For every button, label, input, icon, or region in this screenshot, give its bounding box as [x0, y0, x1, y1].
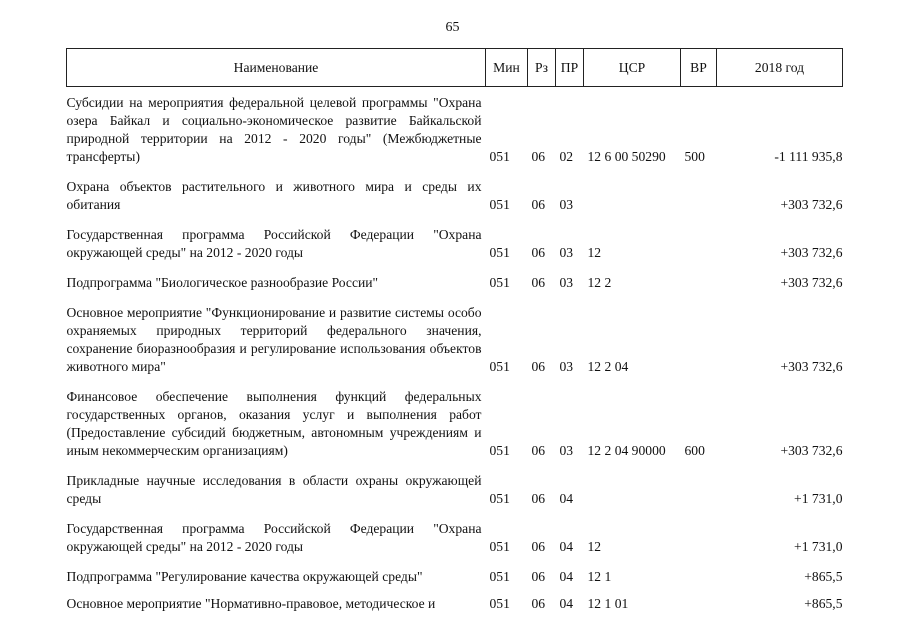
row-pr: 03 — [559, 245, 574, 260]
table-row — [67, 385, 843, 469]
row-rz: 06 — [531, 359, 546, 374]
row-vr — [681, 469, 717, 517]
table-row — [67, 301, 843, 385]
row-csr: 12 1 01 — [587, 596, 629, 611]
row-name: Основное мероприятие "Функционирование и развитие системы особо охраняемых природных территорий федерального значения, сохранение биоразнообразия и регулирование использования объектов животного мира" — [66, 305, 482, 374]
row-pr: 04 — [559, 539, 574, 554]
row-amount: +865,5 — [804, 569, 843, 584]
row-rz: 06 — [531, 275, 546, 290]
row-min: 051 — [489, 539, 510, 554]
header-rz: Рз — [528, 49, 556, 87]
row-min: 051 — [489, 569, 510, 584]
row-amount: -1 111 935,8 — [774, 149, 843, 164]
table-row — [67, 517, 843, 565]
row-name: Подпрограмма "Биологическое разнообразие России" — [66, 275, 379, 290]
table-row — [67, 469, 843, 517]
row-rz: 06 — [531, 245, 546, 260]
row-pr: 03 — [559, 275, 574, 290]
table-row — [67, 565, 843, 595]
row-csr: 12 — [587, 245, 602, 260]
row-name: Субсидии на мероприятия федеральной целевой программы "Охрана озера Байкал и социально-экономическое развитие Байкальской природной территории на 2012 - 2020 годы" (Межбюджетные трансферты) — [66, 95, 482, 164]
row-amount: +303 732,6 — [780, 197, 843, 212]
row-vr — [681, 175, 717, 223]
row-rz: 06 — [531, 149, 546, 164]
row-min: 051 — [489, 596, 510, 611]
table-row — [67, 175, 843, 223]
row-csr — [584, 469, 681, 517]
header-csr: ЦСР — [584, 49, 681, 87]
row-amount: +303 732,6 — [780, 359, 843, 374]
row-min: 051 — [489, 359, 510, 374]
row-vr: 600 — [684, 443, 705, 458]
row-csr: 12 6 00 50290 — [587, 149, 666, 164]
row-rz: 06 — [531, 596, 546, 611]
row-amount: +303 732,6 — [780, 245, 843, 260]
table-row — [67, 271, 843, 301]
row-csr: 12 2 — [587, 275, 612, 290]
table-row — [67, 223, 843, 271]
row-pr: 03 — [559, 197, 574, 212]
row-vr — [681, 301, 717, 385]
row-min: 051 — [489, 149, 510, 164]
row-amount: +865,5 — [804, 596, 843, 611]
row-csr: 12 1 — [587, 569, 612, 584]
row-name: Основное мероприятие "Нормативно-правовое, методическое и — [66, 596, 436, 611]
row-min: 051 — [489, 197, 510, 212]
row-name: Финансовое обеспечение выполнения функций федеральных государственных органов, оказания услуг и выполнения работ (Предоставление субсидий бюджетным, автономным учреждениям и иным некоммерческим организациям) — [66, 389, 482, 458]
row-csr: 12 2 04 90000 — [587, 443, 666, 458]
table-row — [67, 87, 843, 176]
row-vr — [681, 271, 717, 301]
header-pr: ПР — [556, 49, 584, 87]
row-pr: 03 — [559, 359, 574, 374]
row-min: 051 — [489, 245, 510, 260]
row-csr: 12 — [587, 539, 602, 554]
row-rz: 06 — [531, 491, 546, 506]
row-min: 051 — [489, 275, 510, 290]
row-rz: 06 — [531, 197, 546, 212]
row-name: Прикладные научные исследования в области охраны окружающей среды — [66, 473, 482, 506]
row-pr: 04 — [559, 596, 574, 611]
row-pr: 04 — [559, 569, 574, 584]
row-pr: 02 — [559, 149, 574, 164]
header-year: 2018 год — [717, 49, 843, 87]
row-rz: 06 — [531, 443, 546, 458]
table-header-row — [67, 49, 843, 87]
row-amount: +1 731,0 — [794, 539, 843, 554]
row-csr: 12 2 04 — [587, 359, 629, 374]
row-min: 051 — [489, 443, 510, 458]
header-min: Мин — [486, 49, 528, 87]
budget-table — [66, 48, 843, 622]
row-vr — [681, 565, 717, 595]
header-name: Наименование — [67, 49, 486, 87]
row-amount: +303 732,6 — [780, 443, 843, 458]
row-amount: +303 732,6 — [780, 275, 843, 290]
row-vr — [681, 595, 717, 622]
table-row — [67, 595, 843, 622]
row-pr: 03 — [559, 443, 574, 458]
row-csr — [584, 175, 681, 223]
row-vr: 500 — [684, 149, 705, 164]
row-vr — [681, 517, 717, 565]
header-vr: ВР — [681, 49, 717, 87]
row-amount: +1 731,0 — [794, 491, 843, 506]
row-name: Охрана объектов растительного и животного мира и среды их обитания — [66, 179, 482, 212]
row-rz: 06 — [531, 539, 546, 554]
row-min: 051 — [489, 491, 510, 506]
row-name: Государственная программа Российской Федерации "Охрана окружающей среды" на 2012 - 2020 годы — [66, 227, 482, 260]
row-pr: 04 — [559, 491, 574, 506]
row-name: Государственная программа Российской Федерации "Охрана окружающей среды" на 2012 - 2020 годы — [66, 521, 482, 554]
row-name: Подпрограмма "Регулирование качества окружающей среды" — [66, 569, 423, 584]
row-vr — [681, 223, 717, 271]
row-rz: 06 — [531, 569, 546, 584]
page-number: 65 — [445, 20, 460, 35]
